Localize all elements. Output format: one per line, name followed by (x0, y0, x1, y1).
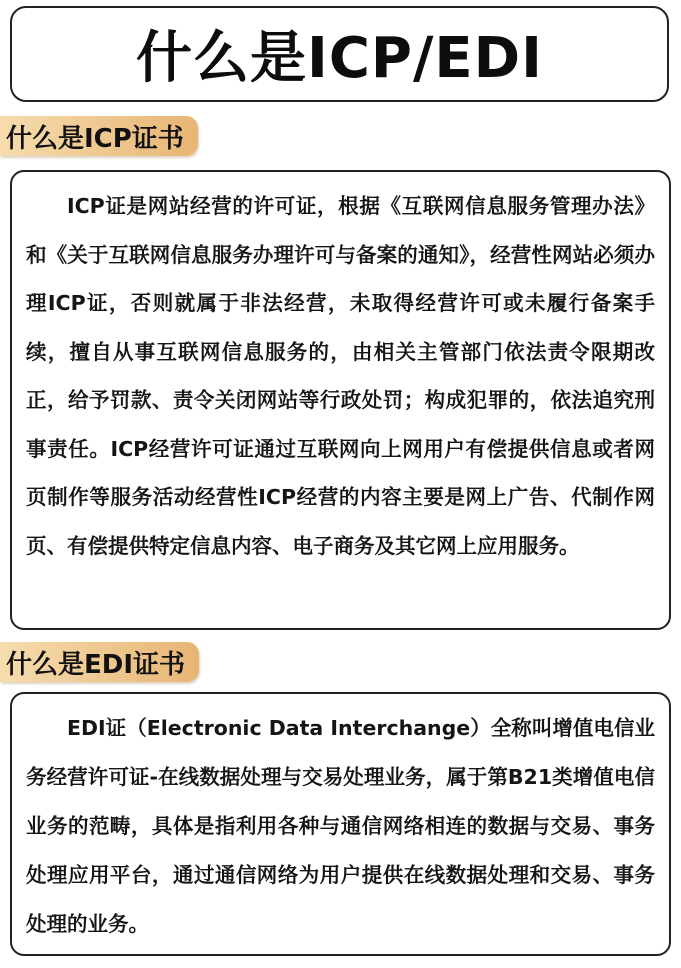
content-box-icp (10, 170, 671, 630)
section-heading-edi (0, 642, 199, 682)
page-title: 什么是ICP/EDI (135, 26, 543, 91)
section-heading-icp-label: 什么是ICP证书 (6, 123, 184, 154)
title-box (10, 6, 669, 102)
content-box-edi (10, 692, 671, 956)
section-heading-edi-label: 什么是EDI证书 (6, 649, 186, 680)
paragraph-edi: EDI证（Electronic Data Interchange）全称叫增值电信业务经营许可证-在线数据处理与交易处理业务，属于第B21类增值电信业务的范畴，具体是指利用各种与通信网络相连的数据与交易、事务处理应用平台，通过通信网络为用户提供在线数据处理和交易、事务处理的业务。 (26, 716, 655, 936)
paragraph-icp: ICP证是网站经营的许可证，根据《互联网信息服务管理办法》和《关于互联网信息服务办理许可与备案的通知》，经营性网站必须办理ICP证，否则就属于非法经营，未取得经营许可或未履行备案手续，擅自从事互联网信息服务的，由相关主管部门依法责令限期改正，给予罚款、责令关闭网站等行政处罚；构成犯罪的，依法追究刑事责任。ICP经营许可证通过互联网向上网用户有偿提供信息或者网页制作等服务活动经营性ICP经营的内容主要是网上广告、代制作网页、有偿提供特定信息内容、电子商务及其它网上应用服务。 (26, 194, 655, 558)
section-heading-icp (0, 116, 198, 156)
